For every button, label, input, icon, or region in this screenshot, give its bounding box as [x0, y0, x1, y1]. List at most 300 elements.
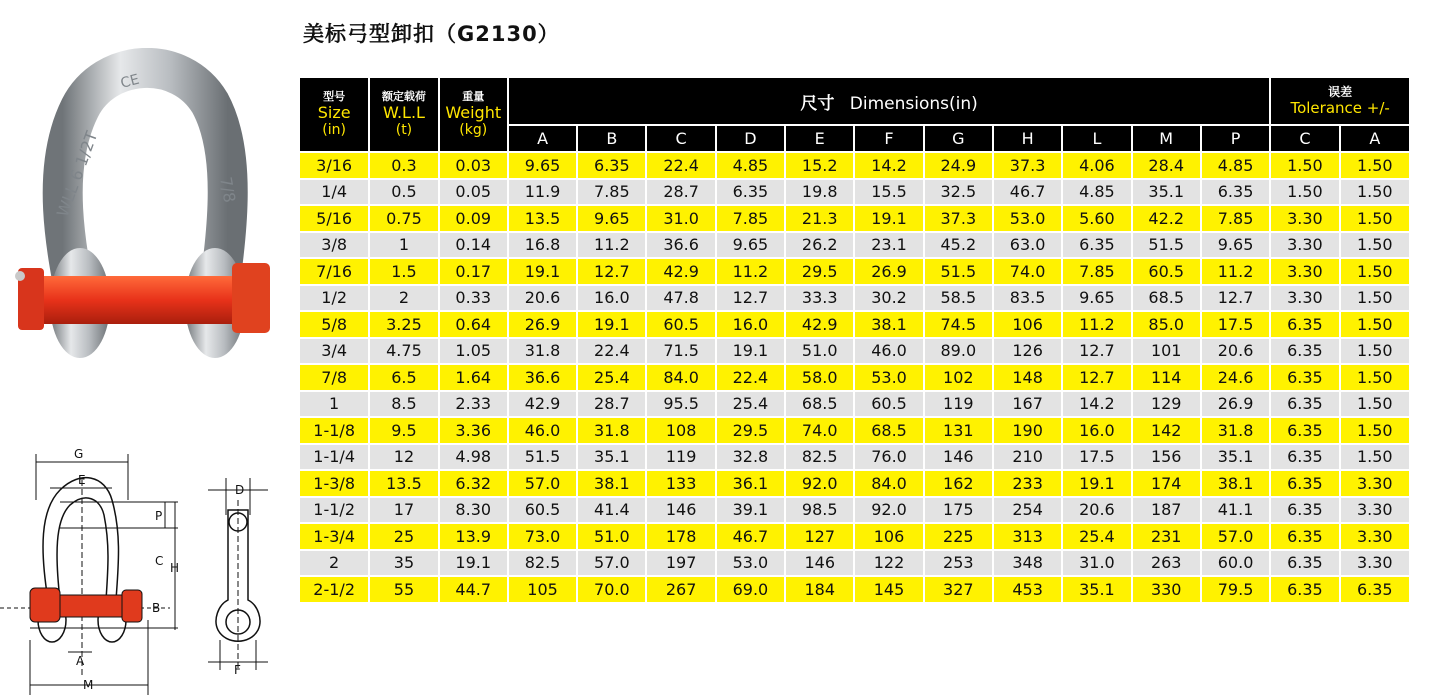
table-cell: 253 [924, 550, 993, 577]
table-cell: 6.35 [1270, 523, 1339, 550]
table-cell: 76.0 [854, 444, 923, 471]
table-cell: 33.3 [785, 285, 854, 312]
table-cell: 42.9 [508, 391, 577, 418]
table-cell: 7/16 [299, 258, 369, 285]
table-cell: 16.8 [508, 232, 577, 259]
table-cell: 6.35 [1270, 364, 1339, 391]
table-cell: 25.4 [1062, 523, 1131, 550]
page-title: 美标弓型卸扣（G2130） [303, 22, 560, 46]
table-cell: 30.2 [854, 285, 923, 312]
table-cell: 47.8 [646, 285, 715, 312]
table-cell: 1/2 [299, 285, 369, 312]
table-cell: 6.5 [369, 364, 438, 391]
table-row [299, 285, 1410, 312]
table-cell: 0.14 [439, 232, 508, 259]
table-cell: 60.5 [1132, 258, 1201, 285]
table-cell: 114 [1132, 364, 1201, 391]
size-marking: 7/8 [216, 175, 240, 205]
table-cell: 6.35 [1270, 444, 1339, 471]
table-cell: 89.0 [924, 338, 993, 365]
header-tol-C: C [1270, 125, 1339, 152]
table-cell: 25 [369, 523, 438, 550]
table-cell: 25.4 [716, 391, 785, 418]
table-cell: 17 [369, 497, 438, 524]
table-cell: 1.50 [1340, 258, 1410, 285]
header-dim-M: M [1132, 125, 1201, 152]
table-cell: 41.1 [1201, 497, 1270, 524]
table-cell: 20.6 [1062, 497, 1131, 524]
table-cell: 190 [993, 417, 1062, 444]
table-cell: 4.85 [1201, 152, 1270, 179]
table-cell: 57.0 [577, 550, 646, 577]
table-cell: 9.5 [369, 417, 438, 444]
header-wll-en: W.L.L [382, 103, 425, 122]
table-cell: 9.65 [1062, 285, 1131, 312]
table-cell: 15.5 [854, 179, 923, 206]
table-cell: 83.5 [993, 285, 1062, 312]
table-row [299, 364, 1410, 391]
label-E: E [78, 473, 86, 487]
table-cell: 1-1/2 [299, 497, 369, 524]
label-F: F [234, 663, 241, 677]
table-cell: 1-3/8 [299, 470, 369, 497]
table-cell: 13.9 [439, 523, 508, 550]
table-cell: 53.0 [993, 205, 1062, 232]
table-cell: 6.35 [1270, 311, 1339, 338]
table-cell: 98.5 [785, 497, 854, 524]
spec-table [298, 76, 1411, 604]
table-cell: 95.5 [646, 391, 715, 418]
table-cell: 146 [785, 550, 854, 577]
table-cell: 2-1/2 [299, 576, 369, 603]
table-cell: 197 [646, 550, 715, 577]
table-cell: 74.0 [993, 258, 1062, 285]
header-dim-E: E [785, 125, 854, 152]
table-cell: 225 [924, 523, 993, 550]
table-cell: 1.50 [1340, 232, 1410, 259]
table-cell: 9.65 [577, 205, 646, 232]
table-cell: 6.35 [1270, 497, 1339, 524]
header-size [299, 77, 369, 152]
table-cell: 3/4 [299, 338, 369, 365]
table-cell: 41.4 [577, 497, 646, 524]
header-dim-A: A [508, 125, 577, 152]
table-cell: 16.0 [716, 311, 785, 338]
table-cell: 119 [924, 391, 993, 418]
table-cell: 44.7 [439, 576, 508, 603]
table-cell: 19.1 [716, 338, 785, 365]
table-cell: 2 [299, 550, 369, 577]
table-cell: 19.1 [439, 550, 508, 577]
table-cell: 6.35 [577, 152, 646, 179]
table-cell: 3.30 [1270, 232, 1339, 259]
table-cell: 60.5 [854, 391, 923, 418]
table-cell: 37.3 [924, 205, 993, 232]
table-cell: 175 [924, 497, 993, 524]
table-cell: 0.75 [369, 205, 438, 232]
table-cell: 3.30 [1270, 205, 1339, 232]
table-cell: 60.5 [508, 497, 577, 524]
table-cell: 6.35 [716, 179, 785, 206]
table-cell: 0.33 [439, 285, 508, 312]
table-cell: 6.35 [1270, 470, 1339, 497]
table-cell: 167 [993, 391, 1062, 418]
table-cell: 327 [924, 576, 993, 603]
table-cell: 82.5 [508, 550, 577, 577]
header-weight [439, 77, 508, 152]
table-cell: 38.1 [854, 311, 923, 338]
header-dim-P: P [1201, 125, 1270, 152]
table-cell: 254 [993, 497, 1062, 524]
table-cell: 184 [785, 576, 854, 603]
table-cell: 63.0 [993, 232, 1062, 259]
table-cell: 174 [1132, 470, 1201, 497]
table-cell: 4.75 [369, 338, 438, 365]
header-size-cn: 型号 [323, 90, 346, 103]
ce-marking: CE [118, 71, 142, 92]
table-cell: 35.1 [1201, 444, 1270, 471]
table-cell: 45.2 [924, 232, 993, 259]
table-cell: 17.5 [1062, 444, 1131, 471]
table-cell: 7.85 [1062, 258, 1131, 285]
header-size-en: Size [317, 103, 351, 122]
table-cell: 60.5 [646, 311, 715, 338]
table-row [299, 417, 1410, 444]
table-cell: 68.5 [785, 391, 854, 418]
table-cell: 12.7 [716, 285, 785, 312]
label-H: H [170, 561, 180, 575]
table-cell: 1.50 [1340, 338, 1410, 365]
table-cell: 105 [508, 576, 577, 603]
table-cell: 6.35 [1270, 338, 1339, 365]
table-cell: 348 [993, 550, 1062, 577]
table-cell: 6.35 [1270, 391, 1339, 418]
table-cell: 1.50 [1340, 285, 1410, 312]
table-cell: 19.1 [1062, 470, 1131, 497]
table-cell: 22.4 [716, 364, 785, 391]
table-cell: 82.5 [785, 444, 854, 471]
table-cell: 3/8 [299, 232, 369, 259]
table-cell: 1.50 [1340, 311, 1410, 338]
table-cell: 3.36 [439, 417, 508, 444]
table-cell: 32.8 [716, 444, 785, 471]
label-D: D [235, 483, 245, 497]
table-cell: 1.50 [1340, 205, 1410, 232]
shackle-photo [10, 48, 272, 368]
table-cell: 19.1 [577, 311, 646, 338]
table-cell: 129 [1132, 391, 1201, 418]
table-cell: 1.5 [369, 258, 438, 285]
table-cell: 6.35 [1270, 576, 1339, 603]
table-row [299, 550, 1410, 577]
table-cell: 20.6 [1201, 338, 1270, 365]
table-row [299, 497, 1410, 524]
table-cell: 3.30 [1340, 497, 1410, 524]
table-cell: 3.30 [1340, 523, 1410, 550]
table-cell: 19.1 [854, 205, 923, 232]
table-cell: 46.0 [508, 417, 577, 444]
table-row [299, 232, 1410, 259]
table-cell: 36.6 [508, 364, 577, 391]
table-cell: 0.05 [439, 179, 508, 206]
table-row [299, 311, 1410, 338]
label-P: P [155, 509, 163, 523]
table-cell: 122 [854, 550, 923, 577]
table-row [299, 179, 1410, 206]
header-dim-C: C [646, 125, 715, 152]
table-cell: 24.9 [924, 152, 993, 179]
table-cell: 267 [646, 576, 715, 603]
table-cell: 51.5 [924, 258, 993, 285]
table-cell: 42.9 [646, 258, 715, 285]
table-cell: 1-3/4 [299, 523, 369, 550]
table-cell: 3/16 [299, 152, 369, 179]
header-size-unit: (in) [322, 122, 346, 138]
label-G: G [74, 447, 84, 461]
table-cell: 9.65 [716, 232, 785, 259]
table-cell: 12.7 [577, 258, 646, 285]
label-B: B [152, 601, 161, 615]
table-row [299, 444, 1410, 471]
table-row [299, 258, 1410, 285]
table-cell: 11.2 [716, 258, 785, 285]
table-cell: 6.35 [1062, 232, 1131, 259]
table-cell: 14.2 [854, 152, 923, 179]
table-cell: 231 [1132, 523, 1201, 550]
table-cell: 51.0 [577, 523, 646, 550]
table-cell: 38.1 [1201, 470, 1270, 497]
table-cell: 453 [993, 576, 1062, 603]
table-row [299, 152, 1410, 179]
table-cell: 11.9 [508, 179, 577, 206]
table-cell: 0.3 [369, 152, 438, 179]
header-wll-unit: (t) [395, 122, 413, 138]
side-view-diagram [198, 470, 278, 680]
table-cell: 29.5 [785, 258, 854, 285]
table-cell: 17.5 [1201, 311, 1270, 338]
table-cell: 3.30 [1340, 550, 1410, 577]
header-dimensions [508, 77, 1270, 125]
table-row [299, 470, 1410, 497]
table-cell: 57.0 [1201, 523, 1270, 550]
header-weight-unit: (kg) [459, 122, 488, 138]
table-cell: 31.0 [1062, 550, 1131, 577]
table-cell: 19.1 [508, 258, 577, 285]
table-cell: 74.5 [924, 311, 993, 338]
table-cell: 2 [369, 285, 438, 312]
table-cell: 0.5 [369, 179, 438, 206]
table-cell: 0.64 [439, 311, 508, 338]
table-cell: 26.9 [508, 311, 577, 338]
table-cell: 102 [924, 364, 993, 391]
table-cell: 3.30 [1270, 258, 1339, 285]
table-cell: 11.2 [577, 232, 646, 259]
header-dim-G: G [924, 125, 993, 152]
table-cell: 4.06 [1062, 152, 1131, 179]
table-cell: 55 [369, 576, 438, 603]
table-cell: 68.5 [1132, 285, 1201, 312]
front-view-diagram [0, 440, 200, 698]
table-cell: 31.8 [508, 338, 577, 365]
table-cell: 51.5 [508, 444, 577, 471]
table-cell: 0.09 [439, 205, 508, 232]
header-weight-cn: 重量 [462, 90, 485, 103]
header-weight-en: Weight [445, 103, 502, 122]
table-cell: 58.5 [924, 285, 993, 312]
label-C: C [155, 554, 164, 568]
table-cell: 1.50 [1340, 417, 1410, 444]
table-cell: 35.1 [1062, 576, 1131, 603]
table-cell: 42.2 [1132, 205, 1201, 232]
table-cell: 6.35 [1340, 576, 1410, 603]
table-cell: 14.2 [1062, 391, 1131, 418]
table-cell: 31.0 [646, 205, 715, 232]
table-cell: 1.50 [1270, 179, 1339, 206]
table-cell: 119 [646, 444, 715, 471]
table-cell: 51.5 [1132, 232, 1201, 259]
table-cell: 133 [646, 470, 715, 497]
table-cell: 46.7 [716, 523, 785, 550]
table-cell: 313 [993, 523, 1062, 550]
table-cell: 9.65 [508, 152, 577, 179]
table-cell: 131 [924, 417, 993, 444]
header-wll-cn: 额定载荷 [381, 90, 426, 103]
table-cell: 84.0 [854, 470, 923, 497]
table-cell: 156 [1132, 444, 1201, 471]
table-cell: 39.1 [716, 497, 785, 524]
table-cell: 51.0 [785, 338, 854, 365]
table-cell: 37.3 [993, 152, 1062, 179]
table-row [299, 205, 1410, 232]
table-cell: 178 [646, 523, 715, 550]
table-cell: 7.85 [716, 205, 785, 232]
table-cell: 263 [1132, 550, 1201, 577]
header-tolerance-cn: 误差 [1328, 85, 1353, 99]
table-cell: 1.50 [1270, 152, 1339, 179]
table-cell: 92.0 [854, 497, 923, 524]
table-cell: 127 [785, 523, 854, 550]
table-cell: 3.30 [1270, 285, 1339, 312]
table-cell: 0.03 [439, 152, 508, 179]
table-cell: 28.4 [1132, 152, 1201, 179]
table-cell: 210 [993, 444, 1062, 471]
table-cell: 36.1 [716, 470, 785, 497]
table-cell: 28.7 [577, 391, 646, 418]
header-tolerance [1270, 77, 1410, 125]
table-cell: 108 [646, 417, 715, 444]
table-cell: 4.98 [439, 444, 508, 471]
table-cell: 1.50 [1340, 364, 1410, 391]
table-row [299, 391, 1410, 418]
table-cell: 6.35 [1201, 179, 1270, 206]
table-cell: 9.65 [1201, 232, 1270, 259]
table-cell: 4.85 [716, 152, 785, 179]
table-cell: 7/8 [299, 364, 369, 391]
table-cell: 2.33 [439, 391, 508, 418]
table-cell: 38.1 [577, 470, 646, 497]
table-cell: 92.0 [785, 470, 854, 497]
table-cell: 126 [993, 338, 1062, 365]
table-body [299, 152, 1410, 603]
table-cell: 6.35 [1270, 550, 1339, 577]
table-cell: 4.85 [1062, 179, 1131, 206]
table-cell: 233 [993, 470, 1062, 497]
table-cell: 162 [924, 470, 993, 497]
table-cell: 79.5 [1201, 576, 1270, 603]
table-cell: 1-1/8 [299, 417, 369, 444]
table-cell: 22.4 [646, 152, 715, 179]
table-cell: 42.9 [785, 311, 854, 338]
table-cell: 25.4 [577, 364, 646, 391]
table-cell: 31.8 [577, 417, 646, 444]
table-cell: 29.5 [716, 417, 785, 444]
label-M: M [83, 678, 94, 692]
table-cell: 21.3 [785, 205, 854, 232]
table-cell: 145 [854, 576, 923, 603]
table-row [299, 576, 1410, 603]
header-tolerance-en: Tolerance +/- [1290, 99, 1390, 117]
header-dim-L: L [1062, 125, 1131, 152]
table-cell: 142 [1132, 417, 1201, 444]
table-cell: 11.2 [1062, 311, 1131, 338]
table-cell: 73.0 [508, 523, 577, 550]
table-cell: 1.50 [1340, 152, 1410, 179]
table-cell: 146 [924, 444, 993, 471]
table-cell: 36.6 [646, 232, 715, 259]
table-cell: 146 [646, 497, 715, 524]
table-cell: 57.0 [508, 470, 577, 497]
table-cell: 53.0 [716, 550, 785, 577]
table-cell: 1 [299, 391, 369, 418]
table-cell: 7.85 [577, 179, 646, 206]
table-cell: 46.0 [854, 338, 923, 365]
table-row [299, 523, 1410, 550]
table-cell: 19.8 [785, 179, 854, 206]
table-cell: 24.6 [1201, 364, 1270, 391]
table-cell: 1.50 [1340, 179, 1410, 206]
table-cell: 148 [993, 364, 1062, 391]
table-cell: 16.0 [1062, 417, 1131, 444]
table-cell: 106 [854, 523, 923, 550]
table-cell: 70.0 [577, 576, 646, 603]
table-cell: 28.7 [646, 179, 715, 206]
table-cell: 32.5 [924, 179, 993, 206]
header-tol-A: A [1340, 125, 1410, 152]
table-cell: 330 [1132, 576, 1201, 603]
header-dim-D: D [716, 125, 785, 152]
table-cell: 1/4 [299, 179, 369, 206]
table-cell: 11.2 [1201, 258, 1270, 285]
table-cell: 35.1 [1132, 179, 1201, 206]
table-cell: 13.5 [369, 470, 438, 497]
table-cell: 53.0 [854, 364, 923, 391]
table-cell: 20.6 [508, 285, 577, 312]
header-dim-F: F [854, 125, 923, 152]
table-cell: 8.5 [369, 391, 438, 418]
table-cell: 26.9 [1201, 391, 1270, 418]
table-cell: 1.64 [439, 364, 508, 391]
table-cell: 106 [993, 311, 1062, 338]
table-cell: 15.2 [785, 152, 854, 179]
header-wll [369, 77, 438, 152]
table-cell: 13.5 [508, 205, 577, 232]
table-cell: 101 [1132, 338, 1201, 365]
table-cell: 22.4 [577, 338, 646, 365]
table-cell: 84.0 [646, 364, 715, 391]
table-cell: 6.35 [1270, 417, 1339, 444]
table-cell: 35.1 [577, 444, 646, 471]
table-cell: 1.50 [1340, 391, 1410, 418]
